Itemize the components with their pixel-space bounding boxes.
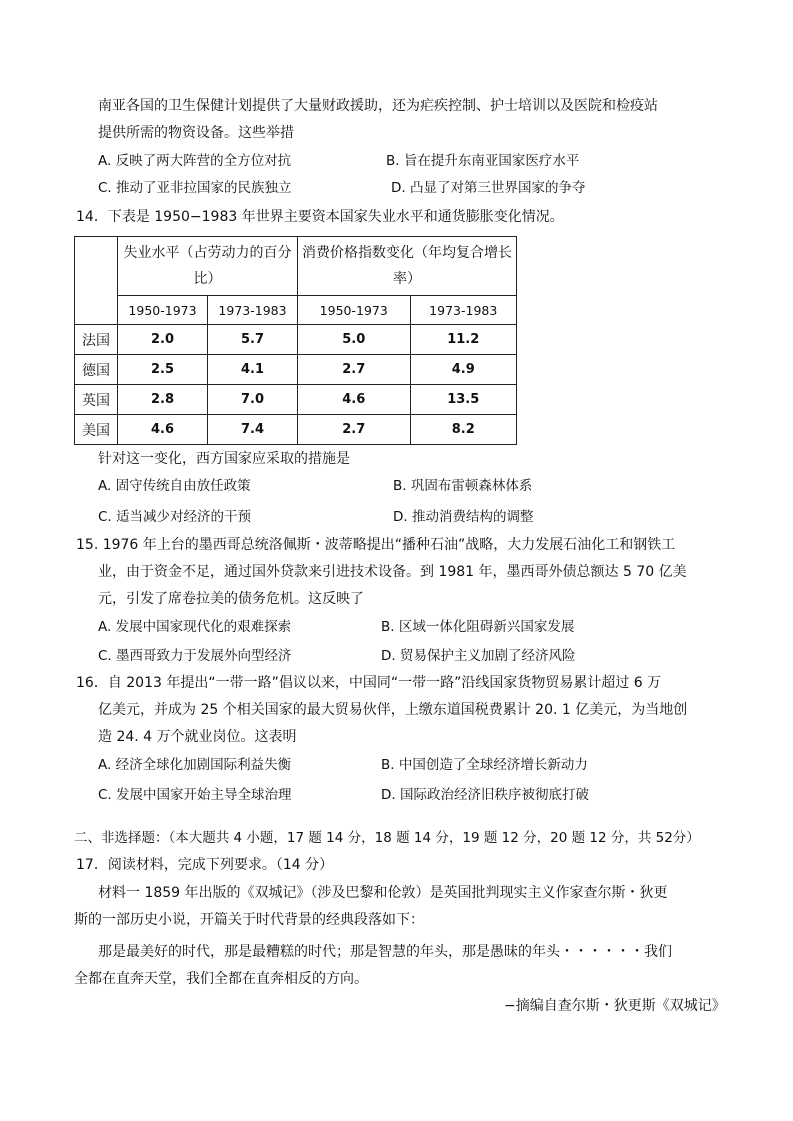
value-cell: 11.2 <box>410 325 517 355</box>
value-cell: 2.5 <box>118 355 208 385</box>
value-cell: 13.5 <box>410 385 517 415</box>
q13-line-1: 南亚各国的卫生保健计划提供了大量财政援助，还为疟疾控制、护士培训以及医院和检疫站 <box>98 98 658 114</box>
q16-option-b: B. 中国创造了全球经济增长新动力 <box>381 757 588 773</box>
period-header: 1973-1983 <box>208 296 298 325</box>
q14-stem: 14．下表是 1950−1983 年世界主要资本国家失业水平和通货膨胀变化情况。 <box>76 209 564 225</box>
unemployment-header: 失业水平（占劳动力的百分 比） <box>118 237 298 296</box>
q16-line-3: 造 24. 4 万个就业岗位。这表明 <box>98 729 297 745</box>
value-cell: 4.6 <box>118 415 208 445</box>
material1-line-2: 斯的一部历史小说，开篇关于时代背景的经典段落如下： <box>74 912 424 928</box>
country-cell: 法国 <box>75 325 118 355</box>
table-row <box>75 385 517 415</box>
period-header: 1973-1983 <box>410 296 517 325</box>
q14-option-d: D. 推动消费结构的调整 <box>393 509 534 525</box>
q15-line-1: 15. 1976 年上台的墨西哥总统洛佩斯・波蒂略提出“播种石油”战略，大力发展石油化工和钢铁工 <box>76 537 676 553</box>
q13-option-a: A. 反映了两大阵营的全方位对抗 <box>98 153 292 169</box>
country-cell: 德国 <box>75 355 118 385</box>
q16-option-d: D. 国际政治经济旧秩序被彻底打破 <box>381 787 589 803</box>
value-cell: 2.0 <box>118 325 208 355</box>
value-cell: 7.4 <box>208 415 298 445</box>
q15-option-d: D. 贸易保护主义加剧了经济风险 <box>381 648 576 664</box>
q15-option-a: A. 发展中国家现代化的艰难探索 <box>98 619 292 635</box>
period-header: 1950-1973 <box>118 296 208 325</box>
value-cell: 2.7 <box>298 415 411 445</box>
q17-stem: 17．阅读材料，完成下列要求。（14 分） <box>76 857 334 873</box>
value-cell: 8.2 <box>410 415 517 445</box>
table-row <box>75 325 517 355</box>
value-cell: 4.9 <box>410 355 517 385</box>
value-cell: 5.0 <box>298 325 411 355</box>
table-row <box>75 415 517 445</box>
q15-option-c: C. 墨西哥致力于发展外向型经济 <box>98 648 292 664</box>
q15-line-2: 业，由于资金不足，通过国外贷款来引进技术设备。到 1981 年，墨西哥外债总额达 5 70 亿美 <box>98 564 687 580</box>
table-corner-cell <box>75 237 118 325</box>
section2-heading: 二、非选择题：（本大题共 4 小题，17 题 14 分，18 题 14 分，19 题 12 分，20 题 12 分，共 52分） <box>74 830 700 846</box>
quote-line-1: 那是最美好的时代，那是最糟糕的时代；那是智慧的年头，那是愚昧的年头・・・・・・我们 <box>98 944 672 960</box>
q14-option-a: A. 固守传统自由放任政策 <box>98 478 251 494</box>
q16-line-1: 16．自 2013 年提出“一带一路”倡议以来，中国同“一带一路”沿线国家货物贸易累计超过 6 万 <box>76 675 662 691</box>
period-header: 1950-1973 <box>298 296 411 325</box>
q13-option-d: D. 凸显了对第三世界国家的争夺 <box>391 180 586 196</box>
q14-prompt: 针对这一变化，西方国家应采取的措施是 <box>98 451 350 467</box>
country-cell: 美国 <box>75 415 118 445</box>
quote-source: −摘编自查尔斯・狄更斯《双城记》 <box>504 998 726 1014</box>
value-cell: 7.0 <box>208 385 298 415</box>
q16-line-2: 亿美元，并成为 25 个相关国家的最大贸易伙伴，上缴东道国税费累计 20. 1 亿美元，为当地创 <box>98 702 688 718</box>
q13-line-2: 提供所需的物资设备。这些举措 <box>98 125 294 141</box>
q15-line-3: 元，引发了席卷拉美的债务危机。这反映了 <box>98 591 364 607</box>
cpi-header: 消费价格指数变化（年均复合增长 率） <box>298 237 517 296</box>
q13-option-b: B. 旨在提升东南亚国家医疗水平 <box>386 153 580 169</box>
value-cell: 4.6 <box>298 385 411 415</box>
q14-option-b: B. 巩固布雷顿森林体系 <box>393 478 533 494</box>
q16-option-c: C. 发展中国家开始主导全球治理 <box>98 787 292 803</box>
data-table <box>74 236 517 445</box>
q15-option-b: B. 区域一体化阻碍新兴国家发展 <box>381 619 575 635</box>
country-cell: 英国 <box>75 385 118 415</box>
value-cell: 2.8 <box>118 385 208 415</box>
q16-option-a: A. 经济全球化加剧国际利益失衡 <box>98 757 292 773</box>
value-cell: 2.7 <box>298 355 411 385</box>
quote-line-2: 全都在直奔天堂，我们全都在直奔相反的方向。 <box>74 971 368 987</box>
q13-option-c: C. 推动了亚非拉国家的民族独立 <box>98 180 292 196</box>
q14-option-c: C. 适当减少对经济的干预 <box>98 509 252 525</box>
value-cell: 4.1 <box>208 355 298 385</box>
value-cell: 5.7 <box>208 325 298 355</box>
material1-line-1: 材料一 1859 年出版的《双城记》（涉及巴黎和伦敦）是英国批判现实主义作家查尔斯・狄更 <box>98 885 668 901</box>
table-row <box>75 355 517 385</box>
